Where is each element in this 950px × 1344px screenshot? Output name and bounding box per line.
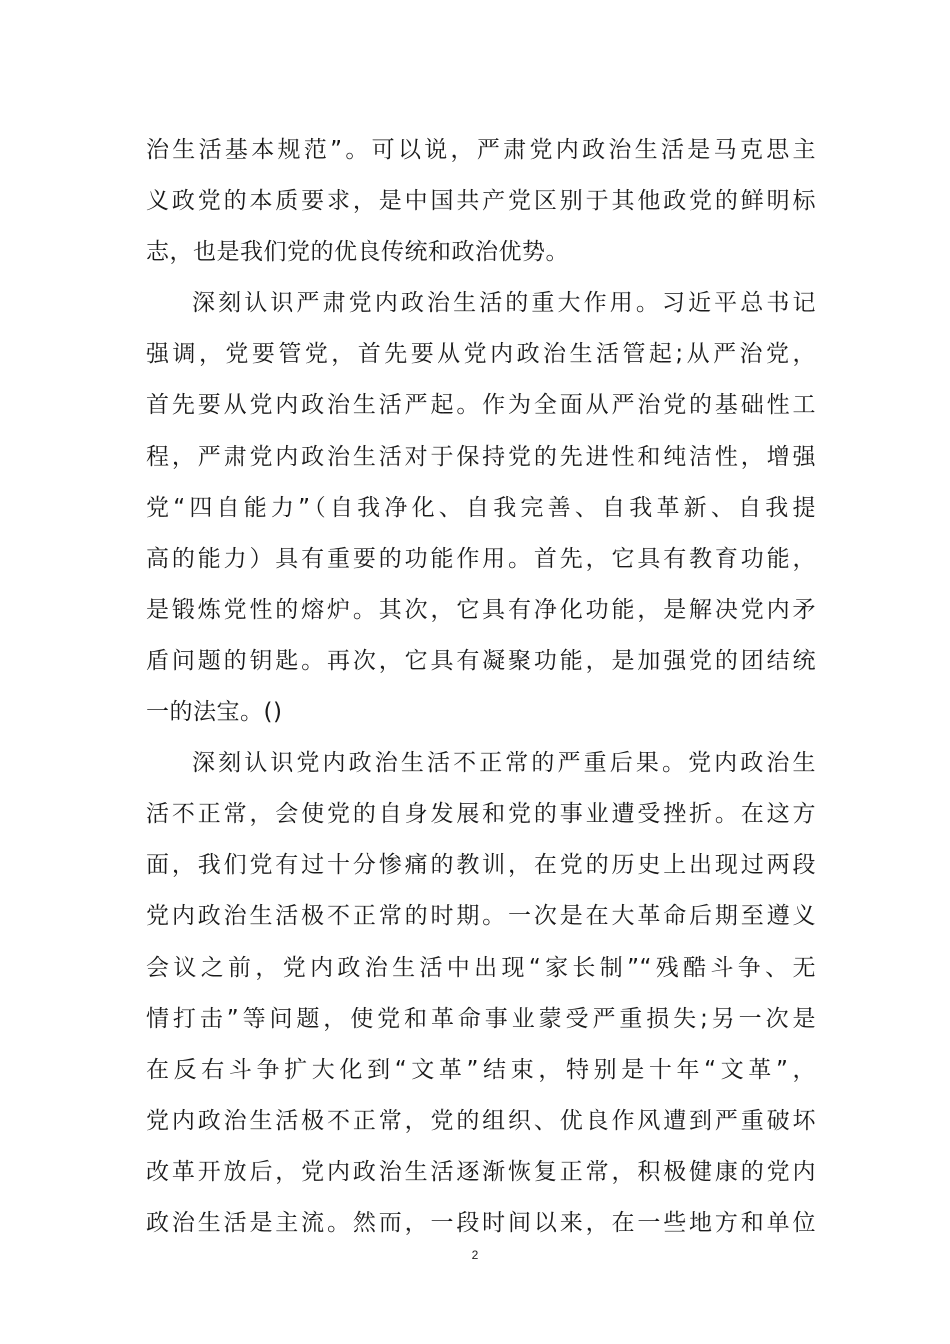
text-line: 一的法宝。() [146, 699, 283, 726]
text-line: 党内政治生活极不正常的时期。一次是在大革命后期至遵义 [146, 903, 816, 930]
text-line: 程，严肃党内政治生活对于保持党的先进性和纯洁性，增强 [146, 443, 816, 470]
paragraph-first-line: 深刻认识党内政治生活不正常的严重后果。党内政治生 [192, 750, 816, 777]
text-line: 义政党的本质要求，是中国共产党区别于其他政党的鲜明标 [146, 188, 816, 215]
paragraph-first-line: 深刻认识严肃党内政治生活的重大作用。习近平总书记 [192, 290, 816, 317]
text-line: 志，也是我们党的优良传统和政治优势。 [146, 239, 569, 266]
text-line: 高的能力）具有重要的功能作用。首先，它具有教育功能， [146, 545, 816, 572]
text-line: 盾问题的钥匙。再次，它具有凝聚功能，是加强党的团结统 [146, 647, 816, 674]
document-body [146, 125, 816, 1249]
text-line: 治生活基本规范”。可以说，严肃党内政治生活是马克思主 [146, 137, 816, 163]
text-line: 情打击”等问题，使党和革命事业蒙受严重损失;另一次是 [146, 1005, 816, 1032]
text-line: 政治生活是主流。然而，一段时间以来，在一些地方和单位 [146, 1209, 816, 1236]
page-number: 2 [471, 1248, 479, 1262]
text-line: 党内政治生活极不正常，党的组织、优良作风遭到严重破坏 [146, 1107, 816, 1134]
text-line: 党“四自能力”（自我净化、自我完善、自我革新、自我提 [146, 494, 816, 521]
text-line: 是锻炼党性的熔炉。其次，它具有净化功能，是解决党内矛 [146, 596, 816, 623]
text-line: 面，我们党有过十分惨痛的教训，在党的历史上出现过两段 [146, 852, 816, 879]
text-line: 活不正常，会使党的自身发展和党的事业遭受挫折。在这方 [146, 801, 816, 828]
text-line: 改革开放后，党内政治生活逐渐恢复正常，积极健康的党内 [146, 1158, 816, 1185]
text-line: 首先要从党内政治生活严起。作为全面从严治党的基础性工 [146, 392, 816, 419]
text-line: 在反右斗争扩大化到“文革”结束，特别是十年“文革”， [146, 1056, 816, 1083]
text-line: 会议之前，党内政治生活中出现“家长制”“残酷斗争、无 [146, 954, 816, 981]
text-line: 强调，党要管党，首先要从党内政治生活管起;从严治党， [146, 341, 816, 368]
